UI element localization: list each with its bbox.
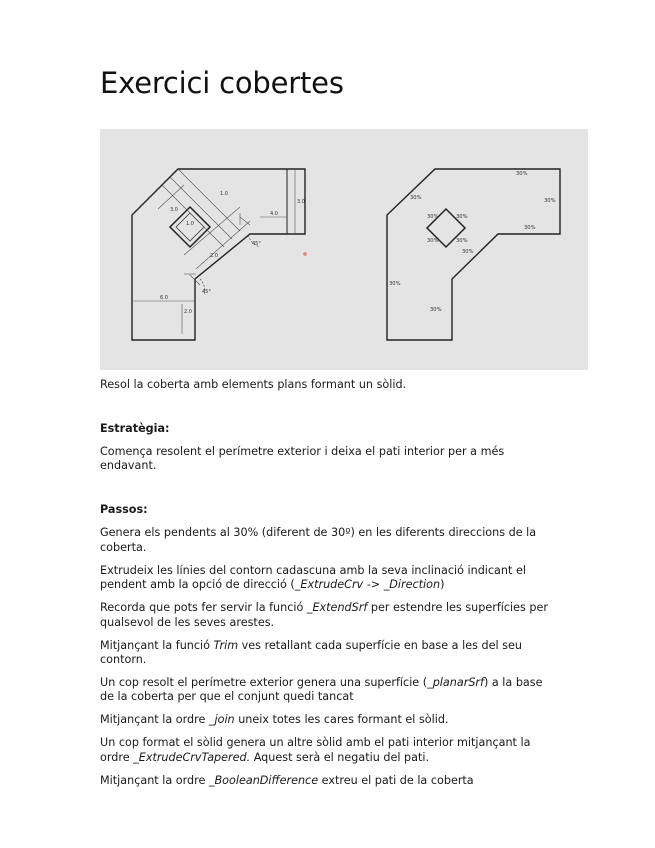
slope-label: 30%	[516, 171, 528, 177]
right-plan-slopes	[387, 169, 560, 340]
slope-label: 30%	[427, 214, 439, 220]
dim-label: 45°	[252, 241, 261, 247]
slope-label: 30%	[430, 307, 442, 313]
left-outer-outline	[132, 169, 305, 340]
slope-label: 30%	[427, 238, 439, 244]
plan-drawings	[100, 129, 588, 370]
strategy-paragraph: Comença resolent el perímetre exterior i deixa el pati interior per a més endavant.	[100, 445, 505, 473]
left-plan-dimensioned	[132, 169, 306, 340]
step-6: Mitjançant la ordre _join uneix totes les cares formant el sòlid.	[100, 713, 449, 727]
dim-label: 4.0	[270, 211, 278, 217]
intro-paragraph: Resol la coberta amb elements plans formant un sòlid.	[100, 378, 407, 391]
roof-plans-figure	[100, 129, 588, 370]
document-body	[100, 378, 560, 797]
dim-label: 3.0	[170, 207, 178, 213]
slope-label: 30%	[410, 195, 422, 201]
step-4: Mitjançant la funció Trim ves retallant cada superfície en base a les del seu contorn.	[100, 638, 522, 667]
slope-label: 30%	[456, 214, 468, 220]
dim-label: 1.0	[186, 221, 194, 227]
slope-label: 30%	[462, 249, 474, 255]
step-5: Un cop resolt el perímetre exterior genera una superfície (_planarSrf) a la base de la coberta per que el conjunt quedi tancat	[100, 676, 543, 704]
slope-label: 30%	[389, 281, 401, 287]
step-2: Extrudeix les línies del contorn cadascuna amb la seva inclinació indicant el pendent amb la opció de direcció (_ExtrudeCrv -> _Direction)	[100, 563, 526, 592]
dimension-lines	[132, 169, 295, 334]
slope-label: 30%	[544, 198, 556, 204]
dim-label: 45°	[202, 289, 211, 295]
slope-label: 30%	[524, 225, 536, 231]
step-3: Recorda que pots fer servir la funció _ExtendSrf per estendre les superfícies per qualsevol de les seves arestes.	[100, 601, 548, 629]
step-8: Mitjançant la ordre _BooleanDifference extreu el pati de la coberta	[100, 773, 474, 787]
step-7: Un cop format el sòlid genera un altre sòlid amb el pati interior mitjançant la ordre _ExtrudeCrvTapered. Aquest serà el negatiu del pati.	[100, 736, 531, 764]
dim-label: 1.0	[220, 191, 228, 197]
page-title: Exercici cobertes	[100, 66, 344, 100]
dim-label: 2.0	[184, 309, 192, 315]
dim-label: 3.0	[297, 199, 305, 205]
steps-heading: Passos:	[100, 503, 148, 517]
dim-label: 6.0	[160, 295, 168, 301]
dim-label: 2.0	[210, 253, 218, 259]
step-1: Genera els pendents al 30% (diferent de 30º) en les diferents direccions de la coberta.	[100, 526, 537, 554]
slope-label: 30%	[456, 238, 468, 244]
strategy-heading: Estratègia:	[100, 422, 170, 435]
